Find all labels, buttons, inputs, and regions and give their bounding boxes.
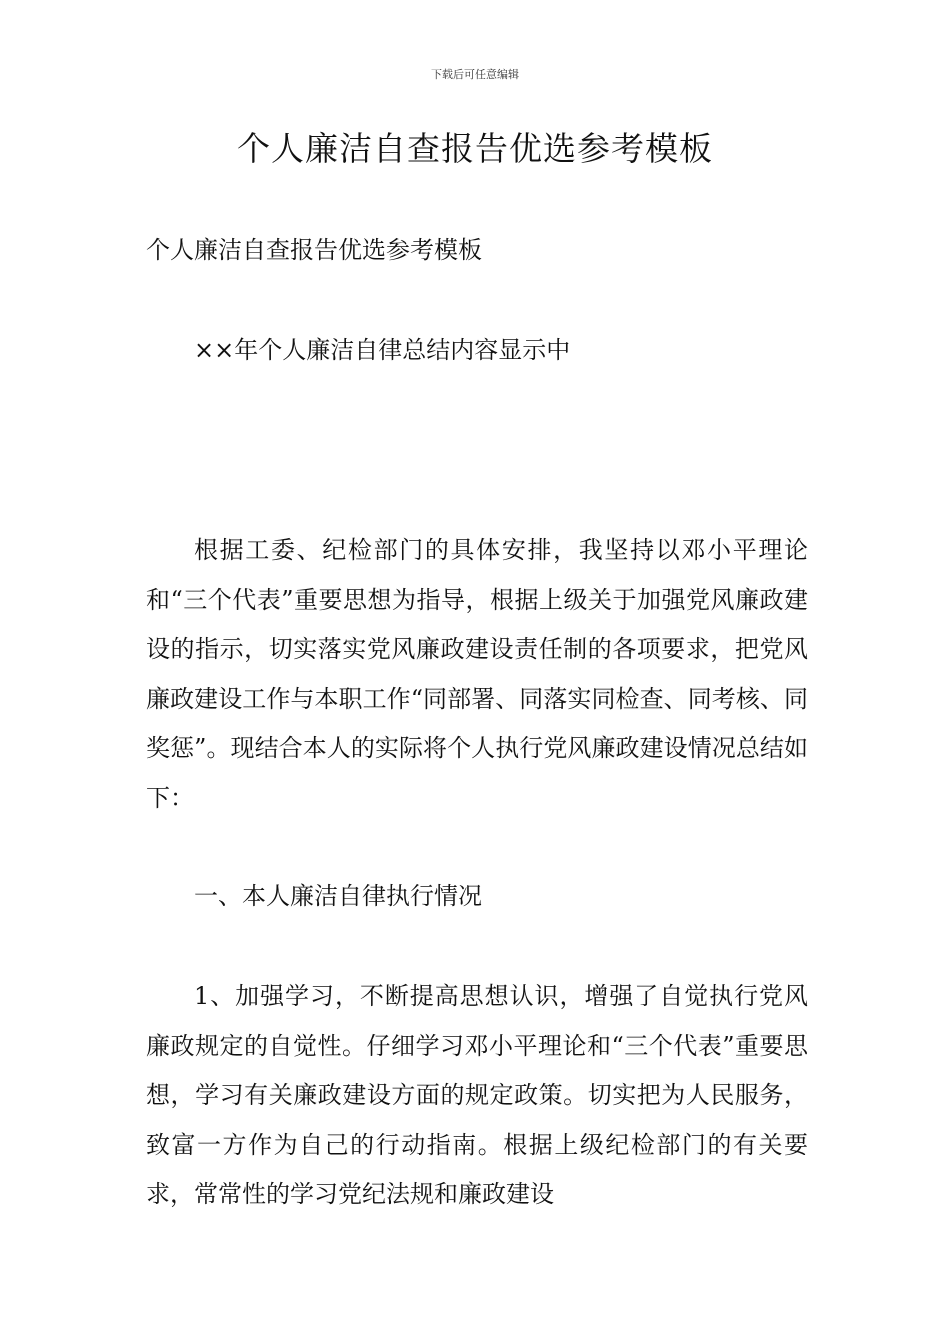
intro-line: ××年个人廉洁自律总结内容显示中 [194, 336, 571, 364]
document-title: 个人廉洁自查报告优选参考模板 [237, 129, 713, 168]
paragraph-1: 根据工委、纪检部门的具体安排，我坚持以邓小平理论和“三个代表”重要思想为指导，根据上级关于加强党风廉政建设的指示，切实落实党风廉政建设责任制的各项要求，把党风廉政建设工作与本职工作“同部署、同落实同检查、同考核、同奖惩”。现结合本人的实际将个人执行党风廉政建设情况总结如下： [146, 536, 808, 812]
document-subtitle: 个人廉洁自查报告优选参考模板 [146, 236, 482, 264]
section-heading-1: 一、本人廉洁自律执行情况 [194, 882, 482, 910]
paragraph-2: 1、加强学习，不断提高思想认识，增强了自觉执行党风廉政规定的自觉性。仔细学习邓小平理论和“三个代表”重要思想，学习有关廉政建设方面的规定政策。切实把为人民服务，致富一方作为自己的行动指南。根据上级纪检部门的有关要求，常常性的学习党纪法规和廉政建设 [146, 982, 808, 1208]
header-note: 下载后可任意编辑 [431, 68, 519, 81]
